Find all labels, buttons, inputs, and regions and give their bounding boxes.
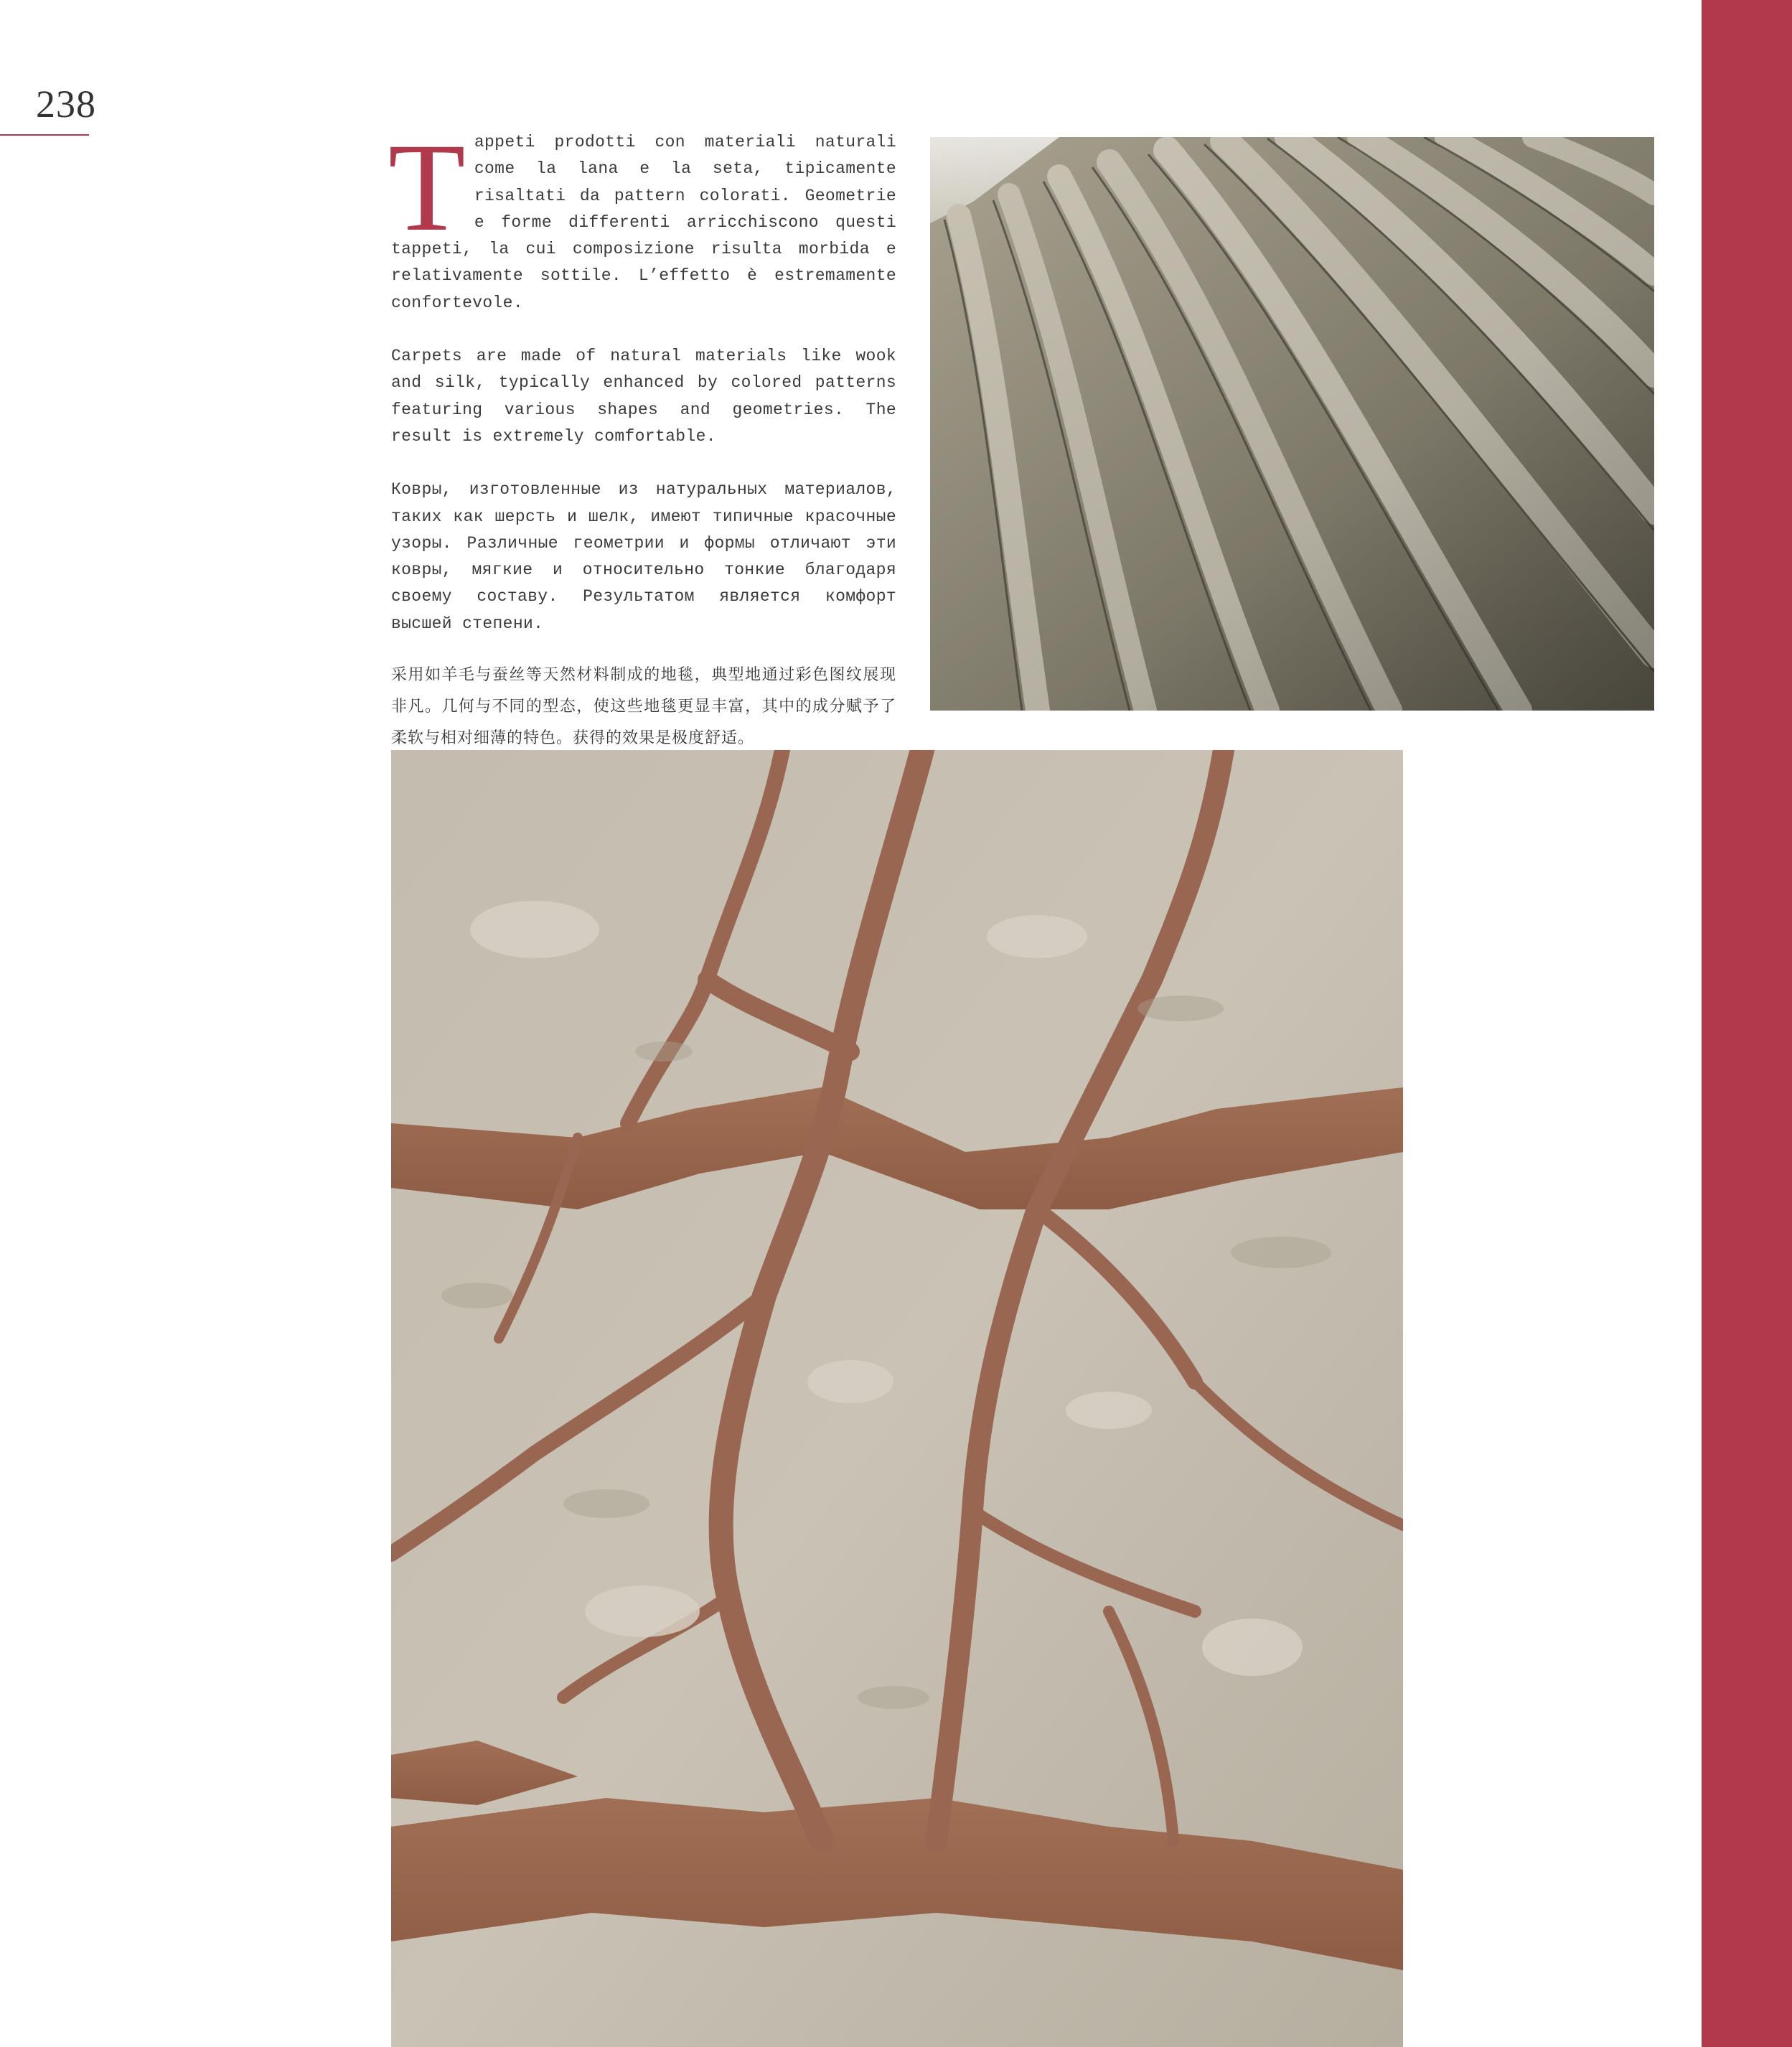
paragraph-chinese: 采用如羊毛与蚕丝等天然材料制成的地毯，典型地通过彩色图纹展现非凡。几何与不同的型态，使这些地毯更显丰富，其中的成分赋予了柔软与相对细薄的特色。获得的效果是极度舒适。 (391, 666, 896, 748)
carpet-curved-stripes-photo (930, 137, 1654, 711)
side-accent-band (1702, 0, 1792, 2047)
drop-cap: T (388, 118, 466, 258)
marble-veins-image (391, 750, 1403, 2047)
paragraph-english: Carpets are made of natural materials like wook and silk, typically enhanced by colored patterns featuring various shapes and geometries. The result is extremely comfortable. (391, 347, 896, 446)
page-number-rule (0, 134, 89, 136)
carpet-marble-veins-photo (391, 750, 1403, 2047)
paragraph-italian (388, 118, 896, 317)
page-number: 238 (36, 83, 96, 126)
curved-stripes-image (930, 137, 1654, 711)
paragraph-russian: Ковры, изготовленные из натуральных материалов, таких как шерсть и шелк, имеют типичные красочные узоры. Различные геометрии и формы отличают эти ковры, мягкие и относительно тонкие благодаря своему составу. Результатом является комфорт высшей степени. (391, 480, 896, 633)
paragraph-italian-body: appeti prodotti con materiali naturali come la lana e la seta, tipicamente risaltati da pattern colorati. Geometrie e forme differenti arricchiscono questi tappeti, la cui composizione risulta morbida e relativamente sottile. L’effetto è estremamente confortevole. (391, 133, 896, 312)
text-column (388, 118, 896, 754)
